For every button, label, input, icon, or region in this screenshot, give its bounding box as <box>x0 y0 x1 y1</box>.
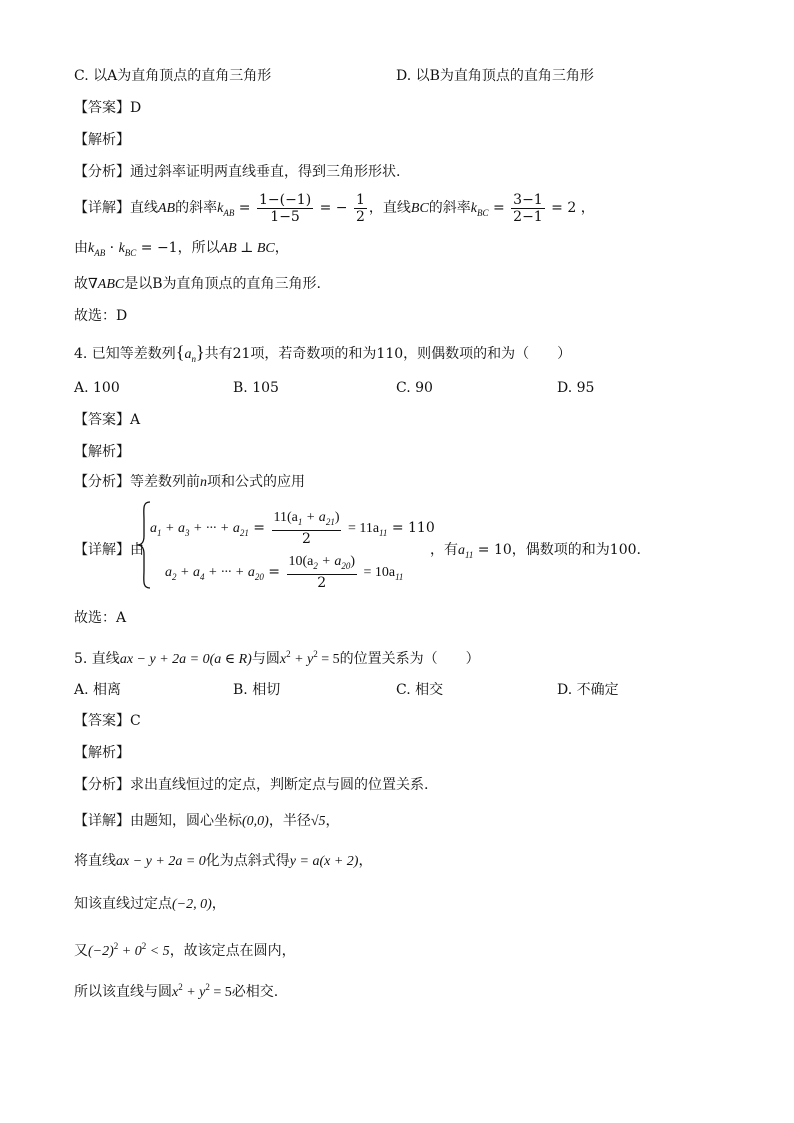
kab-fraction <box>257 192 313 225</box>
q3-option-c: C. 以A为直角顶点的直角三角形 <box>74 68 272 84</box>
odd-value: = 110 <box>391 520 435 536</box>
stem-text: 与圆 <box>251 651 280 667</box>
text: 所以该直线与圆 <box>74 984 172 1000</box>
text: 化为点斜式得 <box>205 853 290 869</box>
detail-text: 直线 <box>130 200 158 216</box>
text: 是以B为直角顶点的直角三角形. <box>124 276 321 292</box>
even-numerator: $10(a_2 + a_{20})$ <box>287 554 358 575</box>
sequence-an: $\{a_n\}$ <box>175 342 205 364</box>
text: 由 <box>74 240 88 256</box>
kab-simplified-numerator: 1 <box>355 191 365 208</box>
detail-text: ，直线 <box>368 200 411 216</box>
stem-text: 5. 直线 <box>74 651 120 667</box>
k-bc: $k_{BC}$ <box>470 201 489 218</box>
q4-equation-even: $a_2 + a_4$ + ··· + $a_{20}$ = $\frac{10(a_2 + a_{20})}{2}$ = $10a_{11}$ <box>165 553 404 591</box>
text: 又 <box>74 943 88 959</box>
q5-fenxi-line <box>74 775 428 795</box>
text: ，偶数项的和为100. <box>511 542 641 558</box>
kbc-result: = 2 <box>551 200 577 216</box>
answer-value: C <box>130 713 141 729</box>
answer-value: A <box>130 412 141 428</box>
fenxi-label: 【分析】 <box>74 164 130 180</box>
text: 由 <box>130 542 144 558</box>
answer-label: 【答案】 <box>74 412 130 428</box>
text: ， <box>325 813 340 829</box>
kbc-fraction <box>511 192 545 225</box>
odd-result: = $11a_{11}$ <box>347 521 388 538</box>
q5-detail-2 <box>74 851 372 872</box>
text: ， <box>211 896 226 912</box>
condition: (a ∈ R) <box>209 652 252 667</box>
k-ab: $k_{AB}$ <box>217 201 235 218</box>
text: ， <box>274 240 289 256</box>
perpendicular-relation: AB ⊥ BC <box>219 241 275 256</box>
detail-text: 的斜率 <box>428 200 471 216</box>
line-equation: ax − y + 2a = 0 <box>116 854 206 869</box>
q5-detail-4 <box>74 936 296 962</box>
text: ，所以 <box>177 240 220 256</box>
text: 将直线 <box>74 853 116 869</box>
q4-answer-line <box>74 410 140 430</box>
q4-option-b: B. 105 <box>233 380 279 396</box>
detail-text: 的斜率 <box>175 200 218 216</box>
text: ，故该定点在圆内， <box>169 943 296 959</box>
kab-simplified-denominator: 2 <box>355 208 365 225</box>
text: ，有 <box>430 542 458 558</box>
q4-equation-odd: $a_1 + a_3$ + ··· + $a_{21}$ = $\frac{11(a_1 + a_{21})}{2}$ = $11a_{11} = 110$ <box>150 509 435 547</box>
point-slope-form: y = a(x + 2) <box>289 854 359 869</box>
text: 必相交. <box>231 984 279 1000</box>
even-sum: $a_2 + a_4$ + ··· + $a_{20}$ <box>165 565 264 582</box>
kbc-numerator: 3−1 <box>513 191 543 208</box>
q5-detail-3 <box>74 894 226 915</box>
even-denominator: 2 <box>317 574 327 591</box>
inequality: $(-2)^2 + 0^2 < 5$ <box>88 941 170 959</box>
triangle-abc: ∇ABC <box>88 277 125 292</box>
xiangjie-label: 【详解】 <box>74 200 130 216</box>
q5-answer-line <box>74 711 141 731</box>
q5-option-b: B. 相切 <box>233 682 281 698</box>
text: 故 <box>74 276 88 292</box>
q4-option-a: A. 100 <box>74 380 120 396</box>
even-result: = $10a_{11}$ <box>363 565 404 582</box>
q3-answer-line <box>74 98 141 118</box>
q3-fenxi-line <box>74 162 400 182</box>
q3-option-d: D. 以B为直角顶点的直角三角形 <box>396 68 594 84</box>
q5-option-a: A. 相离 <box>74 682 122 698</box>
answer-value: D <box>130 100 142 116</box>
q5-detail-5 <box>74 977 278 1003</box>
xiangjie-label: 【详解】 <box>74 813 130 829</box>
segment-bc: BC <box>410 201 429 216</box>
radius: √5 <box>310 814 326 829</box>
q4-analysis-label: 【解析】 <box>74 444 130 460</box>
kbc-denominator: 2−1 <box>513 208 543 225</box>
q4-conclusion <box>430 540 641 565</box>
text: ，半径 <box>268 813 311 829</box>
fenxi-text: 项和公式的应用 <box>207 474 305 490</box>
variable-n: n <box>200 475 207 490</box>
kab-numerator: 1−(−1) <box>258 191 312 208</box>
fenxi-text: 等差数列前 <box>130 474 200 490</box>
fenxi-label: 【分析】 <box>74 474 130 490</box>
xiangjie-label: 【详解】 <box>74 542 130 558</box>
answer-label: 【答案】 <box>74 100 130 116</box>
q5-stem <box>74 644 480 670</box>
circle-center: (0,0) <box>242 814 269 829</box>
q5-option-c: C. 相交 <box>396 682 444 698</box>
q5-option-d: D. 不确定 <box>557 682 619 698</box>
kab-simplified-fraction <box>354 192 367 225</box>
odd-numerator: $11(a_1 + a_{21})$ <box>272 510 342 531</box>
q3-detail-line: 【详解】直线AB的斜率$k_{AB}$ = $\frac{1-(-1)}{1-5}$ = − $\frac{1}{2}$ ，直线BC的斜率$k_{BC}$ = $\frac{3-1}{2-1}$ = 2 ， <box>74 191 595 225</box>
q4-fenxi-line <box>74 472 305 493</box>
odd-denominator: 2 <box>302 530 311 547</box>
odd-fraction <box>272 510 342 547</box>
line-equation: ax − y + 2a = 0 <box>119 652 210 667</box>
text: ， <box>358 853 373 869</box>
text: 知该直线过定点 <box>74 896 172 912</box>
fenxi-text: 求出直线恒过的定点，判断定点与圆的位置关系. <box>130 777 429 793</box>
a11-value: = 10 <box>477 542 512 558</box>
k-bc: $k_{BC}$ <box>118 241 137 258</box>
odd-sum: $a_1 + a_3$ + ··· + $a_{21}$ <box>150 521 249 538</box>
q4-option-d: D. 95 <box>557 380 595 396</box>
q3-analysis-label: 【解析】 <box>74 132 130 148</box>
q3-choose: 故选：D <box>74 308 128 324</box>
stem-text: 的位置关系为（ ） <box>339 651 480 667</box>
q4-choose: 故选：A <box>74 610 127 626</box>
segment-ab: AB <box>158 201 176 216</box>
kab-denominator: 1−5 <box>270 208 300 225</box>
q3-product-line: 由$k_{AB} \cdot k_{BC} = -1$，所以AB ⊥ BC， <box>74 240 289 258</box>
fixed-point: (−2, 0) <box>172 897 212 912</box>
q5-detail-1 <box>74 811 340 832</box>
q5-analysis-label: 【解析】 <box>74 745 130 761</box>
even-fraction <box>287 554 358 591</box>
k-ab: $k_{AB}$ <box>88 241 106 258</box>
answer-label: 【答案】 <box>74 713 130 729</box>
q3-conclusion-line <box>74 274 321 295</box>
text: 由题知，圆心坐标 <box>130 813 242 829</box>
fenxi-text: 通过斜率证明两直线垂直，得到三角形形状. <box>130 164 401 180</box>
circle-equation: $x^2 + y^2 = 5$ <box>172 982 232 1000</box>
q4-stem <box>74 342 571 369</box>
q4-option-c: C. 90 <box>396 380 433 396</box>
stem-text: 4. 已知等差数列 <box>74 346 176 362</box>
circle-equation: $x^2 + y^2 = 5$ <box>279 649 340 667</box>
fenxi-label: 【分析】 <box>74 777 130 793</box>
product-value: = −1 <box>140 240 178 256</box>
a11: $a_{11}$ <box>458 543 474 560</box>
stem-text: 共有21项，若奇数项的和为110，则偶数项的和为（ ） <box>204 346 572 362</box>
